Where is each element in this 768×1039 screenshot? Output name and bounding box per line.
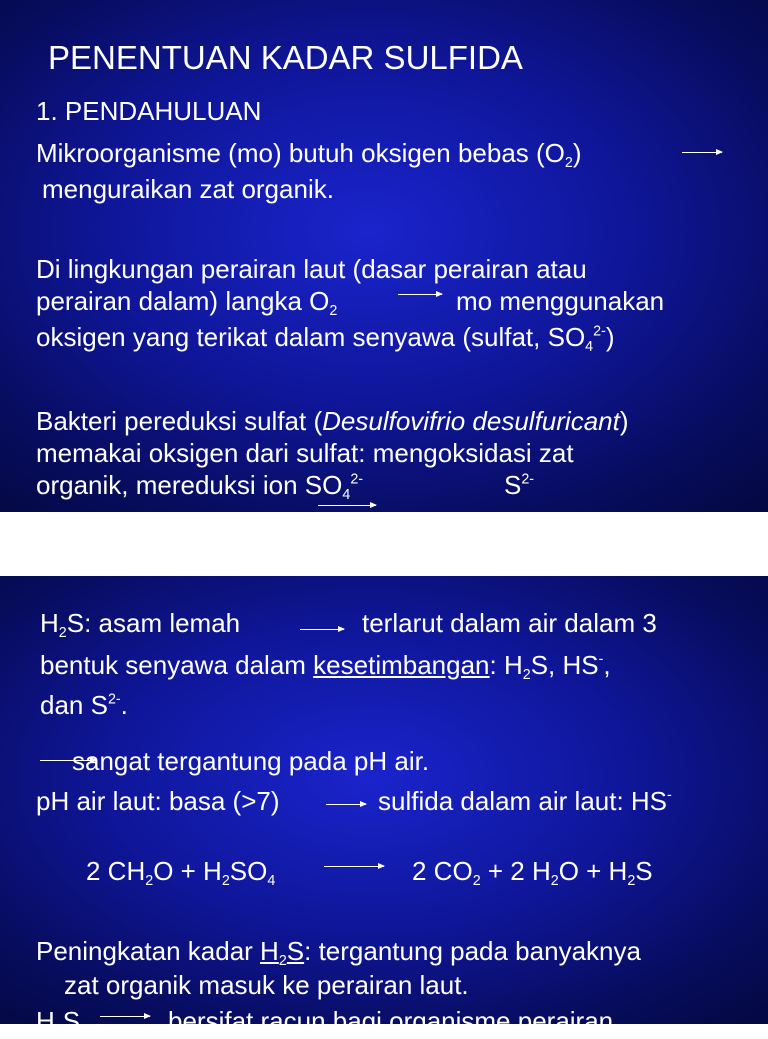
slide-title: PENENTUAN KADAR SULFIDA [48,39,523,76]
line-3: dan $S^{2-}$. [40,690,128,720]
paragraph-3-line-3: organik, mereduksi ion $SO_4^{2-}$ [36,470,364,503]
arrow-icon [318,505,376,506]
paragraph-2-line-1: Di lingkungan perairan laut (dasar perairan atau [36,254,587,284]
arrow-icon [326,804,366,805]
line-7: zat organik masuk ke perairan laut. [64,970,469,1000]
paragraph-2-line-2-end: mo menggunakan [456,286,665,316]
line-8-start: $H_2S$ [36,1006,81,1039]
equation-2-reactants: 2 $CH_2O + H_2SO_4$ [86,856,276,889]
section-heading: 1. PENDAHULUAN [36,96,262,126]
paragraph-3-line-2: memakai oksigen dari sulfat: mengoksidasi zat [36,438,574,468]
paragraph-1-line-1: Mikroorganisme (mo) butuh oksigen bebas $(O_2)$ [36,138,582,171]
slide-separator [0,512,768,576]
arrow-icon [100,1016,150,1017]
slide-2 [0,576,768,1039]
line-8-end: bersifat racun bagi organisme perairan [168,1006,614,1036]
paragraph-1-line-2: menguraikan zat organik. [42,174,334,204]
line-6: Peningkatan kadar $H_2S$: tergantung pada banyaknya [36,936,641,969]
paragraph-2-line-2: perairan dalam) langka $O_2$ [36,286,338,319]
arrow-icon [682,152,722,153]
line-5-end: sulfida dalam air laut: HS- [378,786,672,816]
paragraph-3-line-1: Bakteri pereduksi sulfat (Desulfovifrio desulfuricant) [36,406,629,436]
line-5-start: pH air laut: basa (>7) [36,786,280,816]
slide-1 [0,0,768,512]
equation-2-products: 2 $CO_2 + 2$ $H_2O + H_2S$ [412,856,653,889]
arrow-icon [300,629,344,630]
paragraph-2-line-3: oksigen yang terikat dalam senyawa (sulfat, $SO_4^{2-}$) [36,322,615,355]
line-4: sangat tergantung pada pH air. [72,746,430,776]
line-2: bentuk senyawa dalam kesetimbangan: $H_2S$, HS-, [40,650,611,683]
line-1-start: $H_2S$: asam lemah [40,608,241,641]
line-1-end: terlarut dalam air dalam 3 [362,608,657,638]
sulfide-ion: $S^{2-}$ [504,470,535,500]
arrow-icon [398,294,442,295]
arrow-icon [324,866,384,867]
